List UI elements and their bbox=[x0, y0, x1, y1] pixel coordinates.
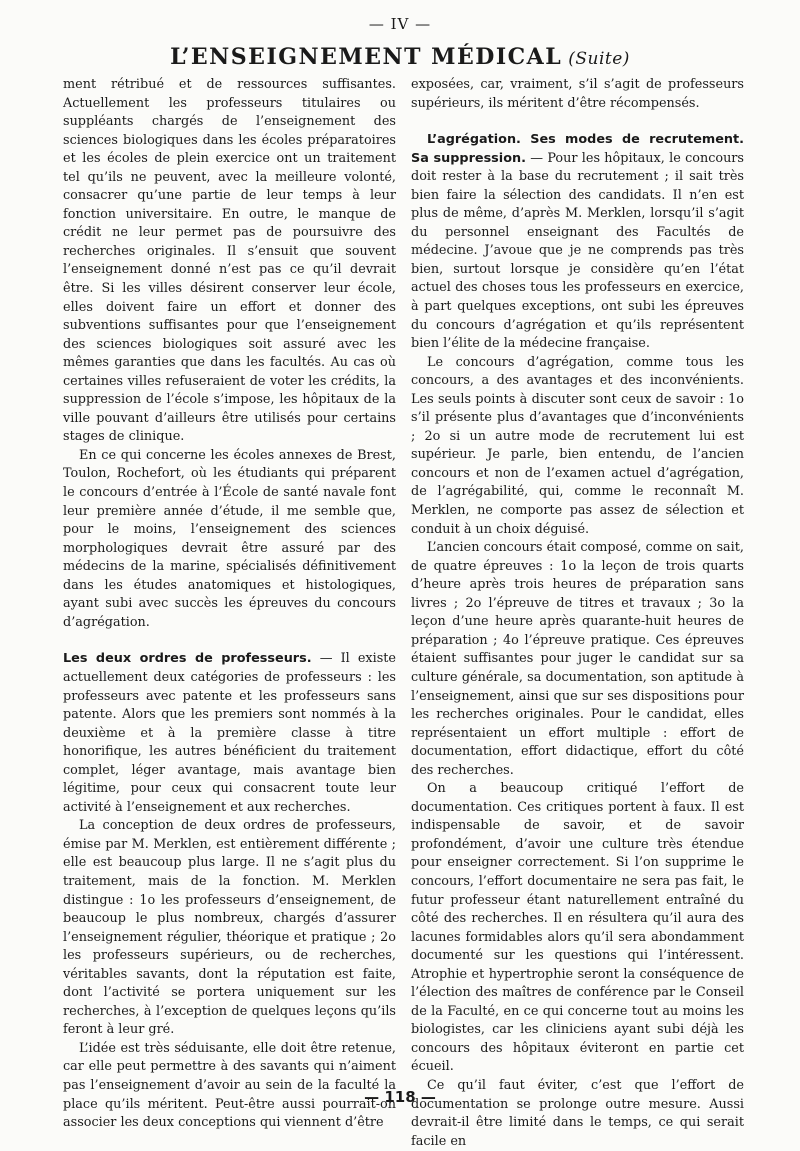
section-heading: L’agrégation. Ses modes de recrutement. Sa suppression. bbox=[411, 132, 744, 166]
paragraph: On a beaucoup critiqué l’effort de documentation. Ces critiques portent à faux. Il est indispensable de savoir, et de savoir profondément, d’avoir une culture très étendue pour enseigner correctement. Si l’on supprime le concours, l’effort documentaire ne sera pas fait, le futur professeur étant naturellement entraîné du côté des recherches. Il en résultera qu’il aura des lacunes formidables alors qu’il sera abondamment documenté sur les questions qui l’intéressent. Atrophie et hypertrophie seront la conséquence de l’élection des maîtres de conférence par le Conseil de la Faculté, en ce qui concerne tout au moins les biologistes, car les cliniciens ayant subi déjà les concours des hôpitaux éviteront en partie cet écueil. bbox=[411, 781, 744, 1075]
header-suite: (Suite) bbox=[568, 49, 630, 69]
page-number-top: — IV — bbox=[368, 15, 432, 33]
paragraph: En ce qui concerne les écoles annexes de Brest, Toulon, Rochefort, où les étudiants qui préparent le concours d’entrée à l’École de santé navale font leur première année d’étude, il me semble que, pour le moins, l’enseignement des sciences morphologiques devrait être assuré par des médecins de la marine, spécialisés définitivement dans les études anatomiques et histologiques, ayant subi avec succès les épreuves du concours d’agrégation. bbox=[63, 447, 396, 630]
paragraph: Ce qu’il faut éviter, c’est que l’effort de documentation se prolonge outre mesure. Aussi devrait-il être limité dans le temps, ce qui serait facile en bbox=[411, 1077, 744, 1149]
paragraph: L’idée est très séduisante, elle doit être retenue, car elle peut permettre à des savants qui n’aiment pas l’enseignement d’avoir au sein de la faculté la place qu’ils méritent. Peut-être aussi pourrait-on associer les deux conceptions qui viennent d’être bbox=[63, 1040, 396, 1131]
spacer bbox=[411, 113, 744, 131]
paragraph: exposées, car, vraiment, s’il s’agit de professeurs supérieurs, ils méritent d’être récompensés. bbox=[411, 77, 744, 111]
right-column bbox=[411, 76, 744, 1151]
paragraph-text: — Il existe actuellement deux catégories de professeurs : les professeurs avec patente et les professeurs sans patente. Alors que les premiers sont nommés à la deuxième et à la première classe à titre honorifique, les autres bénéficient du traitement complet, léger avantage, mais avantage bien légitime, pour ceux qui consacrent toute leur activité à l’enseignement et aux recherches. bbox=[63, 651, 396, 815]
section-heading: Les deux ordres de professeurs. bbox=[63, 651, 312, 667]
paragraph: Le concours d’agrégation, comme tous les concours, a des avantages et des inconvénients. Les seuls points à discuter sont ceux de savoir : 1o s’il présente plus d’avantages que d’inconvénients ; 2o si un autre mode de recrutement lui est supérieur. Je parle, bien entendu, de l’ancien concours et non de l’examen actuel d’agrégation, de l’agrégabilité, qui, comme le reconnaît M. Merklen, ne comporte pas assez de sélection et conduit à un choix déguisé. bbox=[411, 354, 744, 537]
paragraph: ment rétribué et de ressources suffisantes. Actuellement les professeurs titulaires ou suppléants chargés de l’enseignement des sciences biologiques dans les écoles préparatoires et les écoles de plein exercice ont un traitement tel qu’ils ne peuvent, avec la meilleure volonté, consacrer qu’une partie de leur temps à leur fonction universitaire. En outre, le manque de crédit ne leur permet pas de poursuivre des recherches originales. Il s’ensuit que souvent l’enseignement donné n’est pas ce qu’il devrait être. Si les villes désirent conserver leur école, elles doivent faire un effort et donner des subventions suffisantes pour que l’enseignement des sciences biologiques soit assuré avec les mêmes garanties que dans les facultés. Au cas où certaines villes refuseraient de voter les crédits, la suppression de l’école s’impose, les hôpitaux de la ville pouvant d’ailleurs être utilisés pour certains stages de clinique. bbox=[63, 77, 396, 445]
paragraph-text: — Pour les hôpitaux, le concours doit rester à la base du recrutement ; il sait très bien faire la sélection des candidats. Il n’en est plus de même, d’après M. Merklen, lorsqu’il s’agit du personnel enseignant des Facultés de médecine. J’avoue que je ne comprends pas très bien, surtout lorsque je considère qu’en l’état actuel des choses tous les professeurs en exercice, à part quelques exceptions, ont subi les épreuves du concours d’agrégation et qu’ils représentent bien l’élite de la médecine française. bbox=[411, 150, 744, 352]
left-column bbox=[63, 76, 396, 1133]
section-paragraph bbox=[63, 650, 396, 817]
header-title: L’ENSEIGNEMENT MÉDICAL bbox=[170, 44, 563, 70]
section-paragraph bbox=[411, 131, 744, 354]
running-header bbox=[0, 44, 800, 70]
spacer bbox=[63, 632, 396, 650]
page-number-footer: — 118 — bbox=[364, 1088, 436, 1106]
paragraph: L’ancien concours était composé, comme on sait, de quatre épreuves : 1o la leçon de trois quarts d’heure après trois heures de préparation sans livres ; 2o l’épreuve de titres et travaux ; 3o la leçon d’une heure après quarante-huit heures de préparation ; 4o l’épreuve pratique. Ces épreuves étaient suffisantes pour juger le candidat sur sa culture générale, sa documentation, son aptitude à l’enseignement, ainsi que sur ses dispositions pour les recherches originales. Pour le candidat, elles représentaient un effort multiple : effort de documentation, effort didactique, effort du côté des recherches. bbox=[411, 540, 744, 778]
paragraph: La conception de deux ordres de professeurs, émise par M. Merklen, est entièrement différente ; elle est beaucoup plus large. Il ne s’agit plus du traitement, mais de la fonction. M. Merklen distingue : 1o les professeurs d’enseignement, de beaucoup le plus nombreux, chargés d’assurer l’enseignement régulier, théorique et pratique ; 2o les professeurs supérieurs, ou de recherches, véritables savants, dont la réputation est faite, dont l’activité se portera uniquement sur les recherches, à l’exception de quelques leçons qu’ils feront à leur gré. bbox=[63, 818, 396, 1038]
